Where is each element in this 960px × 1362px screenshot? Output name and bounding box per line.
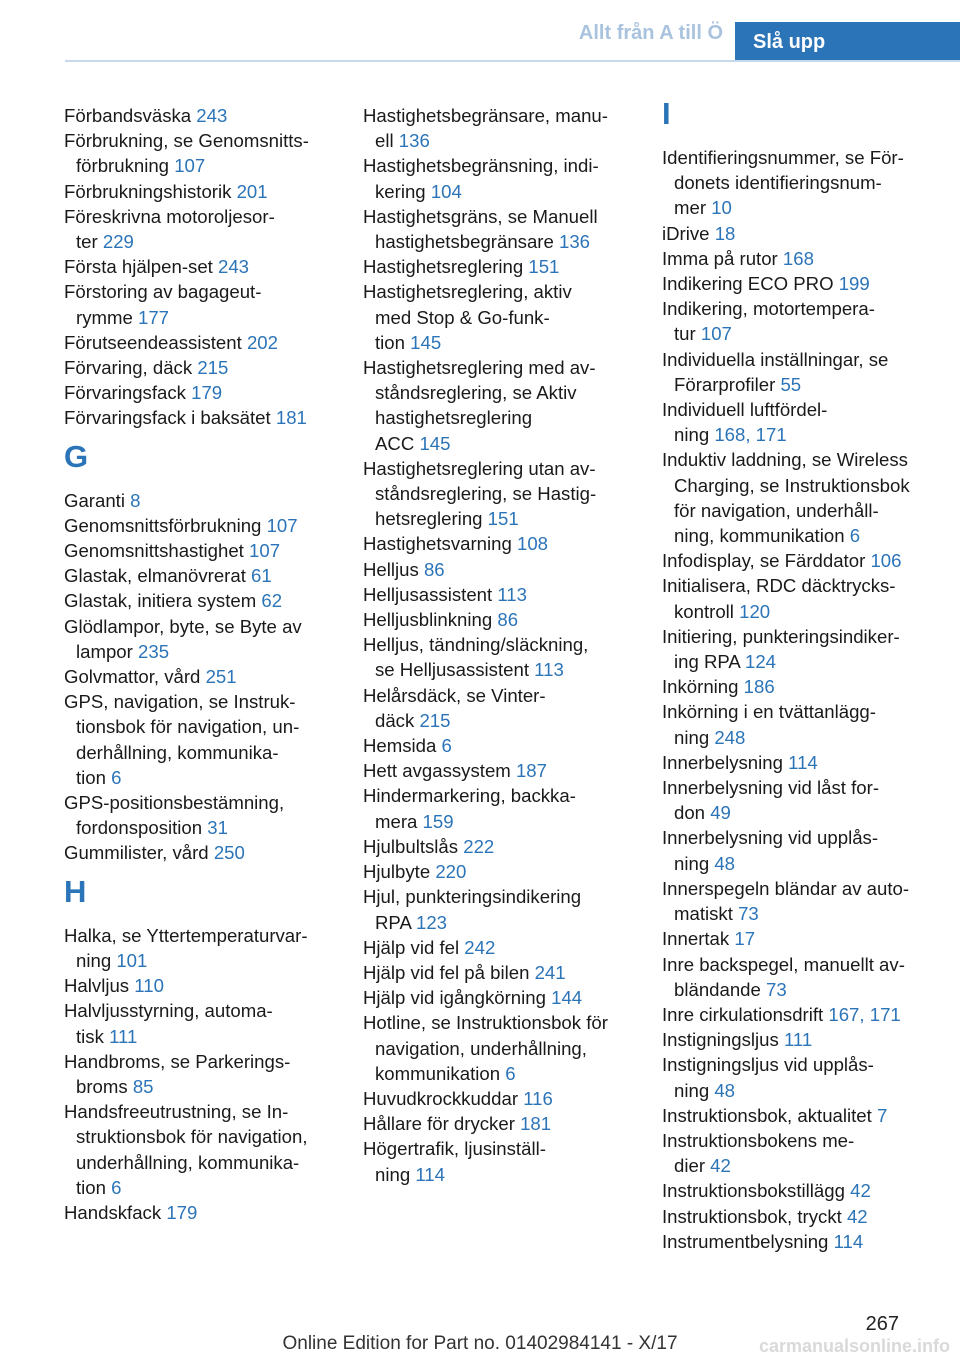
- index-entry-text: Initialisera, RDC däcktrycks-: [662, 575, 896, 597]
- page-reference-link[interactable]: 73: [766, 978, 787, 1000]
- index-entry: [662, 296, 937, 346]
- index-entry-text: Halvljus: [64, 975, 135, 997]
- page-reference-link[interactable]: 10: [711, 197, 732, 219]
- index-entry-text: Hastighetsgräns, se Manuell: [363, 205, 598, 227]
- index-entry-text: Helårsdäck, se Vinter-: [363, 684, 546, 706]
- index-entry: [363, 531, 638, 556]
- index-entry-text: Inkörning: [662, 676, 744, 698]
- index-entry-text: ning: [674, 1079, 715, 1101]
- index-entry-text: Inkörning i en tvättanlägg-: [662, 701, 876, 723]
- page-reference-link[interactable]: 107: [249, 540, 281, 562]
- index-entry-text: Handbroms, se Parkerings-: [64, 1050, 291, 1072]
- page-reference-link[interactable]: 104: [430, 180, 462, 202]
- page-reference-link[interactable]: 179: [191, 382, 223, 404]
- page-reference-link[interactable]: 49: [710, 802, 731, 824]
- index-entry: [662, 1128, 937, 1178]
- page-reference-link[interactable]: 201: [236, 180, 268, 202]
- index-entry-text: hastighetsreglering: [375, 407, 533, 429]
- index-entry-text: ACC: [375, 432, 420, 454]
- index-entry-text: Förbrukning, se Genomsnitts-: [64, 130, 309, 152]
- page-reference-link[interactable]: 7: [876, 1104, 888, 1126]
- page-reference-link[interactable]: 114: [415, 1163, 445, 1185]
- index-entry-text: Infodisplay, se Färddator: [662, 550, 871, 572]
- index-entry: [662, 1204, 937, 1229]
- page-reference-link[interactable]: 61: [251, 565, 272, 587]
- index-entry-text: Inre backspegel, manuellt av-: [662, 953, 905, 975]
- index-entry-text: Instigningsljus: [662, 1029, 784, 1051]
- index-entry-text: navigation, underhållning,: [375, 1037, 587, 1059]
- index-entry-text: Glödlampor, byte, se Byte av: [64, 615, 302, 637]
- page-reference-link[interactable]: 243: [196, 105, 228, 126]
- index-entry: [363, 960, 638, 985]
- index-entry-text: se Helljusassistent: [375, 659, 535, 681]
- tab-lookup[interactable]: Slå upp: [735, 22, 960, 62]
- index-entry: [363, 557, 638, 582]
- page-reference-link[interactable]: 248: [714, 726, 746, 748]
- page-reference-link[interactable]: 120: [739, 600, 771, 622]
- index-entry: [64, 563, 339, 588]
- index-entry: [64, 1049, 339, 1099]
- index-entry: [64, 128, 339, 178]
- index-entry: [363, 1010, 638, 1086]
- index-entry-text: Hastighetsvarning: [363, 533, 517, 555]
- index-entry-text: Induktiv laddning, se Wireless: [662, 449, 908, 471]
- index-entry-text: förbrukning: [76, 155, 175, 177]
- index-entry-text: Helljusassistent: [363, 583, 498, 605]
- index-entry: [64, 513, 339, 538]
- index-entry: [64, 538, 339, 563]
- page-reference-link[interactable]: 114: [788, 751, 818, 773]
- index-entry-text: tion: [375, 331, 411, 353]
- index-entry-text: Huvudkrockkuddar: [363, 1087, 524, 1109]
- index-entry-text: Föreskrivna motoroljesor-: [64, 205, 275, 227]
- index-entry-text: Förstoring av bagageut-: [64, 281, 262, 303]
- page-reference-link[interactable]: 111: [783, 1029, 813, 1051]
- index-entry-text: Golvmattor, vård: [64, 666, 206, 688]
- page-reference-link[interactable]: 136: [398, 130, 430, 152]
- page-reference-link[interactable]: 187: [515, 760, 547, 782]
- index-entry: [64, 1200, 339, 1225]
- index-entry-text: Indikering ECO PRO: [662, 273, 839, 295]
- index-entry: [662, 573, 937, 623]
- index-entry: [662, 952, 937, 1002]
- page-reference-link[interactable]: 42: [850, 1180, 871, 1202]
- index-entry-text: Handskfack: [64, 1201, 167, 1223]
- index-entry-text: tion: [76, 1176, 112, 1198]
- page-reference-link[interactable]: 62: [261, 590, 283, 612]
- index-entry-text: Innerbelysning vid låst for-: [662, 777, 880, 799]
- index-entry-text: Förvaringsfack: [64, 382, 192, 404]
- index-entry-text: Högertrafik, ljusinställ-: [363, 1138, 546, 1160]
- index-entry-text: Hjulbyte: [363, 861, 436, 883]
- page-reference-link[interactable]: 17: [734, 928, 756, 950]
- page-reference-link[interactable]: 124: [744, 651, 777, 673]
- header-bar: [65, 0, 960, 62]
- index-column-1: [64, 103, 339, 1225]
- tab-all-a-to-o[interactable]: Allt från A till Ö: [578, 22, 723, 44]
- page-reference-link[interactable]: 199: [838, 273, 870, 295]
- header-divider: [65, 60, 960, 62]
- index-entry: [363, 456, 638, 532]
- index-section-letter: G: [64, 438, 89, 474]
- page-reference-link[interactable]: 220: [435, 861, 467, 883]
- index-entry-text: fordonsposition: [76, 817, 208, 839]
- index-entry: [662, 1178, 937, 1203]
- index-entry-text: Identifieringsnummer, se För-: [662, 147, 904, 168]
- page-reference-link[interactable]: 215: [197, 357, 229, 379]
- index-entry-text: Förvaringsfack i baksätet: [64, 407, 276, 429]
- index-entry-text: derhållning, kommunika-: [76, 741, 279, 763]
- index-entry: [363, 1086, 638, 1111]
- index-entry-text: för navigation, underhåll-: [674, 499, 879, 521]
- index-entry-text: don: [674, 802, 711, 824]
- page-reference-link[interactable]: 55: [780, 373, 802, 395]
- index-entry-text: Gummilister, vård: [64, 842, 214, 864]
- index-entry-text: ter: [76, 231, 103, 253]
- page-reference-link[interactable]: 42: [710, 1155, 731, 1177]
- index-entry: [363, 758, 638, 783]
- index-entry-text: Hjul, punkteringsindikering: [363, 886, 582, 908]
- index-entry: [662, 926, 937, 951]
- index-entry: [363, 783, 638, 833]
- index-entry-text: Hastighetsreglering med av-: [363, 357, 596, 379]
- index-entry-text: Förbandsväska: [64, 105, 197, 126]
- index-entry: [662, 221, 937, 246]
- index-entry-text: Förvaring, däck: [64, 357, 198, 379]
- index-entry-text: Instruktionsbokens me-: [662, 1129, 855, 1151]
- index-entry-text: tisk: [76, 1025, 110, 1047]
- index-entry-text: Instruktionsbok, tryckt: [662, 1205, 847, 1227]
- index-entry-text: Hastighetsreglering utan av-: [363, 457, 596, 479]
- index-entry-text: Instruktionsbokstillägg: [662, 1180, 851, 1202]
- page-reference-link[interactable]: 177: [137, 306, 170, 328]
- page-reference-link[interactable]: 123: [416, 911, 448, 933]
- page-reference-link[interactable]: 167, 171: [828, 1003, 901, 1025]
- index-entry: [662, 1052, 937, 1102]
- index-entry: [64, 664, 339, 689]
- page-number: 267: [865, 1313, 899, 1335]
- index-entry: [662, 1229, 937, 1254]
- index-entry-text: ning: [375, 1163, 416, 1185]
- page-reference-link[interactable]: 48: [714, 852, 736, 874]
- index-entry-text: Innerbelysning vid upplås-: [662, 827, 879, 849]
- page-reference-link[interactable]: 6: [441, 735, 452, 757]
- page-reference-link[interactable]: 168, 171: [714, 424, 787, 446]
- page-reference-link[interactable]: 111: [109, 1025, 138, 1047]
- index-entry-text: Garanti: [64, 489, 131, 511]
- page-reference-link[interactable]: 86: [423, 558, 445, 580]
- index-column-3: [662, 96, 937, 1254]
- index-entry: [363, 153, 638, 203]
- index-entry: [662, 397, 937, 447]
- index-entry: [64, 588, 339, 613]
- index-entry-text: Innerspegeln bländar av auto-: [662, 877, 910, 899]
- index-entry: [64, 488, 339, 513]
- page-reference-link[interactable]: 107: [700, 323, 732, 345]
- index-entry-text: Helljusblinkning: [363, 609, 498, 631]
- index-entry-text: Hjälp vid igångkörning: [363, 987, 552, 1009]
- index-entry-text: Inre cirkulationsdrift: [662, 1003, 829, 1025]
- index-entry-text: tion: [76, 766, 112, 788]
- index-entry: [64, 840, 339, 865]
- index-entry-text: Halka, se Yttertemperaturvar-: [64, 924, 308, 946]
- index-entry: [64, 380, 339, 405]
- index-section-letter: I: [662, 96, 671, 131]
- index-entry-text: kering: [375, 180, 431, 202]
- index-entry-text: ståndsreglering, se Hastig-: [375, 483, 597, 505]
- page-reference-link[interactable]: 241: [534, 961, 566, 983]
- index-entry-text: Hett avgassystem: [363, 760, 516, 782]
- index-entry-text: Initiering, punkteringsindiker-: [662, 625, 900, 647]
- index-entry: [363, 103, 638, 153]
- index-entry-text: tur: [674, 323, 701, 345]
- index-entry-text: Hastighetsreglering, aktiv: [363, 281, 572, 303]
- index-entry: [64, 330, 339, 355]
- page-reference-link[interactable]: 151: [528, 256, 560, 278]
- page-reference-link[interactable]: 168: [782, 247, 814, 269]
- page-reference-link[interactable]: 145: [419, 432, 451, 454]
- index-entry: [363, 733, 638, 758]
- index-entry-text: ing RPA: [674, 651, 745, 673]
- index-entry: [64, 405, 339, 430]
- index-entry: [363, 607, 638, 632]
- page-reference-link[interactable]: 235: [138, 640, 170, 662]
- index-entry: [363, 279, 638, 355]
- page-reference-link[interactable]: 144: [551, 987, 583, 1009]
- index-entry: [662, 347, 937, 397]
- page-reference-link[interactable]: 215: [419, 709, 451, 731]
- index-entry-text: kontroll: [674, 600, 740, 622]
- index-entry: [363, 935, 638, 960]
- page-reference-link[interactable]: 116: [523, 1087, 553, 1109]
- page-reference-link[interactable]: 73: [738, 903, 759, 925]
- index-entry: [64, 254, 339, 279]
- index-entry: [363, 985, 638, 1010]
- index-entry: [662, 1103, 937, 1128]
- index-entry-text: Innerbelysning: [662, 751, 789, 773]
- page-reference-link[interactable]: 85: [132, 1075, 154, 1097]
- index-entry-text: ell: [375, 130, 399, 152]
- index-entry: [662, 548, 937, 573]
- index-entry-text: Första hjälpen-set: [64, 256, 218, 278]
- index-entry-text: Hjälp vid fel på bilen: [363, 961, 535, 983]
- index-entry-text: Indikering, motortempera-: [662, 298, 875, 320]
- page-reference-link[interactable]: 202: [246, 331, 278, 353]
- page-reference-link[interactable]: 31: [207, 817, 228, 839]
- page-reference-link[interactable]: 101: [116, 949, 148, 971]
- index-section-letter: H: [64, 873, 87, 909]
- index-entry-text: Genomsnittsförbrukning: [64, 514, 267, 536]
- index-entry: [662, 699, 937, 749]
- page-reference-link[interactable]: 8: [130, 489, 141, 511]
- index-entry: [64, 973, 339, 998]
- index-entry-text: mera: [375, 810, 423, 832]
- index-entry-text: hetsreglering: [375, 508, 488, 530]
- index-entry-text: Hemsida: [363, 735, 442, 757]
- page-reference-link[interactable]: 242: [464, 936, 496, 958]
- index-entry: [64, 998, 339, 1048]
- index-entry-text: broms: [76, 1075, 133, 1097]
- index-entry-text: iDrive: [662, 222, 715, 244]
- index-entry: [662, 624, 937, 674]
- page-reference-link[interactable]: 110: [134, 975, 164, 997]
- index-entry-text: Individuella inställningar, se: [662, 348, 889, 370]
- index-entry: [662, 1027, 937, 1052]
- index-entry-text: Instigningsljus vid upplås-: [662, 1054, 874, 1076]
- index-entry-text: däck: [375, 709, 420, 731]
- index-entry-text: underhållning, kommunika-: [76, 1151, 300, 1173]
- page-reference-link[interactable]: 18: [714, 222, 736, 244]
- index-entry: [363, 355, 638, 456]
- index-entry: [64, 614, 339, 664]
- page-reference-link[interactable]: 107: [266, 514, 298, 536]
- index-entry-text: Individuell luftfördel-: [662, 399, 828, 421]
- page-reference-link[interactable]: 108: [517, 533, 549, 555]
- index-entry: [662, 775, 937, 825]
- index-entry: [662, 145, 937, 221]
- index-entry-text: ning: [674, 852, 715, 874]
- index-entry-text: Charging, se Instruktionsbok: [674, 474, 910, 496]
- index-entry: [363, 1136, 638, 1186]
- page-reference-link[interactable]: 113: [497, 583, 527, 605]
- page-reference-link[interactable]: 186: [743, 676, 775, 698]
- page-reference-link[interactable]: 181: [275, 407, 307, 429]
- index-entry: [662, 674, 937, 699]
- index-entry-text: Glastak, elmanövrerat: [64, 565, 252, 587]
- edition-footer: Online Edition for Part no. 01402984141 - X/17: [282, 1333, 678, 1354]
- index-entry-text: Helljus: [363, 558, 424, 580]
- index-entry: [64, 1099, 339, 1200]
- index-entry-text: GPS-positionsbestämning,: [64, 792, 285, 814]
- index-entry-text: Handsfreeutrustning, se In-: [64, 1101, 289, 1123]
- index-entry: [363, 1111, 638, 1136]
- page-reference-link[interactable]: 106: [870, 550, 902, 572]
- index-entry-text: Förutseendeassistent: [64, 331, 247, 353]
- index-entry-text: Imma på rutor: [662, 247, 783, 269]
- index-entry-text: Hastighetsbegränsare, manu-: [363, 105, 608, 126]
- index-entry-text: lampor: [76, 640, 139, 662]
- index-entry-text: Förbrukningshistorik: [64, 180, 237, 202]
- page-reference-link[interactable]: 6: [111, 766, 122, 788]
- index-column-2: [363, 103, 638, 1187]
- index-entry: [64, 279, 339, 329]
- index-entry-text: Hastighetsreglering: [363, 256, 529, 278]
- index-entry: [64, 689, 339, 790]
- page-reference-link[interactable]: 179: [166, 1201, 198, 1223]
- index-entry: [662, 447, 937, 548]
- index-entry-text: Instruktionsbok, aktualitet: [662, 1104, 877, 1126]
- index-entry-text: Hjulbultslås: [363, 835, 464, 857]
- index-entry-text: dier: [674, 1155, 711, 1177]
- index-entry: [64, 355, 339, 380]
- index-entry-text: donets identifieringsnum-: [674, 172, 882, 194]
- page-reference-link[interactable]: 114: [833, 1230, 864, 1252]
- index-entry: [64, 790, 339, 840]
- index-entry-text: Hjälp vid fel: [363, 936, 465, 958]
- index-entry-text: med Stop & Go-funk-: [375, 306, 550, 328]
- index-entry-text: mer: [674, 197, 712, 219]
- page-reference-link[interactable]: 251: [205, 666, 237, 688]
- index-entry-text: Hindermarkering, backka-: [363, 785, 576, 807]
- index-entry-text: RPA: [375, 911, 416, 933]
- index-entry-text: rymme: [76, 306, 138, 328]
- index-entry-text: matiskt: [674, 903, 739, 925]
- index-entry-text: bländande: [674, 978, 767, 1000]
- page-reference-link[interactable]: 6: [849, 525, 861, 547]
- index-entry: [662, 876, 937, 926]
- index-entry: [662, 246, 937, 271]
- page-reference-link[interactable]: 136: [559, 231, 591, 253]
- page-reference-link[interactable]: 151: [487, 508, 519, 530]
- page-reference-link[interactable]: 107: [174, 155, 206, 177]
- index-entry-text: Halvljusstyrning, automa-: [64, 1000, 273, 1022]
- page-reference-link[interactable]: 42: [846, 1205, 868, 1227]
- index-entry-text: kommunikation: [375, 1062, 506, 1084]
- index-entry: [662, 825, 937, 875]
- page-reference-link[interactable]: 113: [534, 659, 564, 681]
- page-reference-link[interactable]: 222: [463, 835, 495, 857]
- page-reference-link[interactable]: 243: [218, 256, 250, 278]
- index-entry: [64, 103, 339, 128]
- index-entry-text: struktionsbok för navigation,: [76, 1126, 308, 1148]
- index-entry-text: Instrumentbelysning: [662, 1230, 834, 1252]
- index-entry-text: ning: [674, 424, 715, 446]
- index-entry-text: Genomsnittshastighet: [64, 540, 250, 562]
- index-entry-text: Helljus, tändning/släckning,: [363, 634, 589, 656]
- index-entry-text: ning, kommunikation: [674, 525, 850, 547]
- index-entry: [662, 750, 937, 775]
- index-entry: [64, 179, 339, 204]
- index-entry: [662, 271, 937, 296]
- index-entry: [363, 204, 638, 254]
- page-reference-link[interactable]: 48: [714, 1079, 736, 1101]
- index-entry: [662, 1002, 937, 1027]
- index-entry: [363, 683, 638, 733]
- index-entry-text: Glastak, initiera system: [64, 590, 262, 612]
- page-reference-link[interactable]: 6: [505, 1062, 516, 1084]
- page-reference-link[interactable]: 250: [213, 842, 245, 864]
- index-entry: [363, 632, 638, 682]
- watermark: carmanualsonline.info: [758, 1336, 950, 1356]
- index-entry-text: GPS, navigation, se Instruk-: [64, 691, 296, 713]
- index-entry: [64, 204, 339, 254]
- index-entry-text: Förarprofiler: [674, 373, 781, 395]
- page-reference-link[interactable]: 159: [422, 810, 454, 832]
- index-entry: [363, 859, 638, 884]
- index-entry-text: tionsbok för navigation, un-: [76, 716, 300, 738]
- index-entry-text: Hållare för drycker: [363, 1113, 521, 1135]
- index-entry-text: ning: [76, 949, 117, 971]
- page-reference-link[interactable]: 229: [102, 231, 134, 253]
- index-entry-text: Innertak: [662, 928, 735, 950]
- index-entry-text: ståndsreglering, se Aktiv: [375, 382, 577, 404]
- page-reference-link[interactable]: 6: [111, 1176, 122, 1198]
- index-entry: [64, 923, 339, 973]
- index-entry: [363, 884, 638, 934]
- index-entry: [363, 582, 638, 607]
- page-reference-link[interactable]: 145: [410, 331, 442, 353]
- page-reference-link[interactable]: 86: [497, 609, 519, 631]
- index-entry-text: hastighetsbegränsare: [375, 231, 559, 253]
- index-entry-text: Hastighetsbegränsning, indi-: [363, 155, 599, 177]
- index-entry: [363, 834, 638, 859]
- index-entry-text: ning: [674, 726, 715, 748]
- index-entry: [363, 254, 638, 279]
- page-reference-link[interactable]: 181: [520, 1113, 552, 1135]
- index-entry-text: Hotline, se Instruktionsbok för: [363, 1012, 608, 1034]
